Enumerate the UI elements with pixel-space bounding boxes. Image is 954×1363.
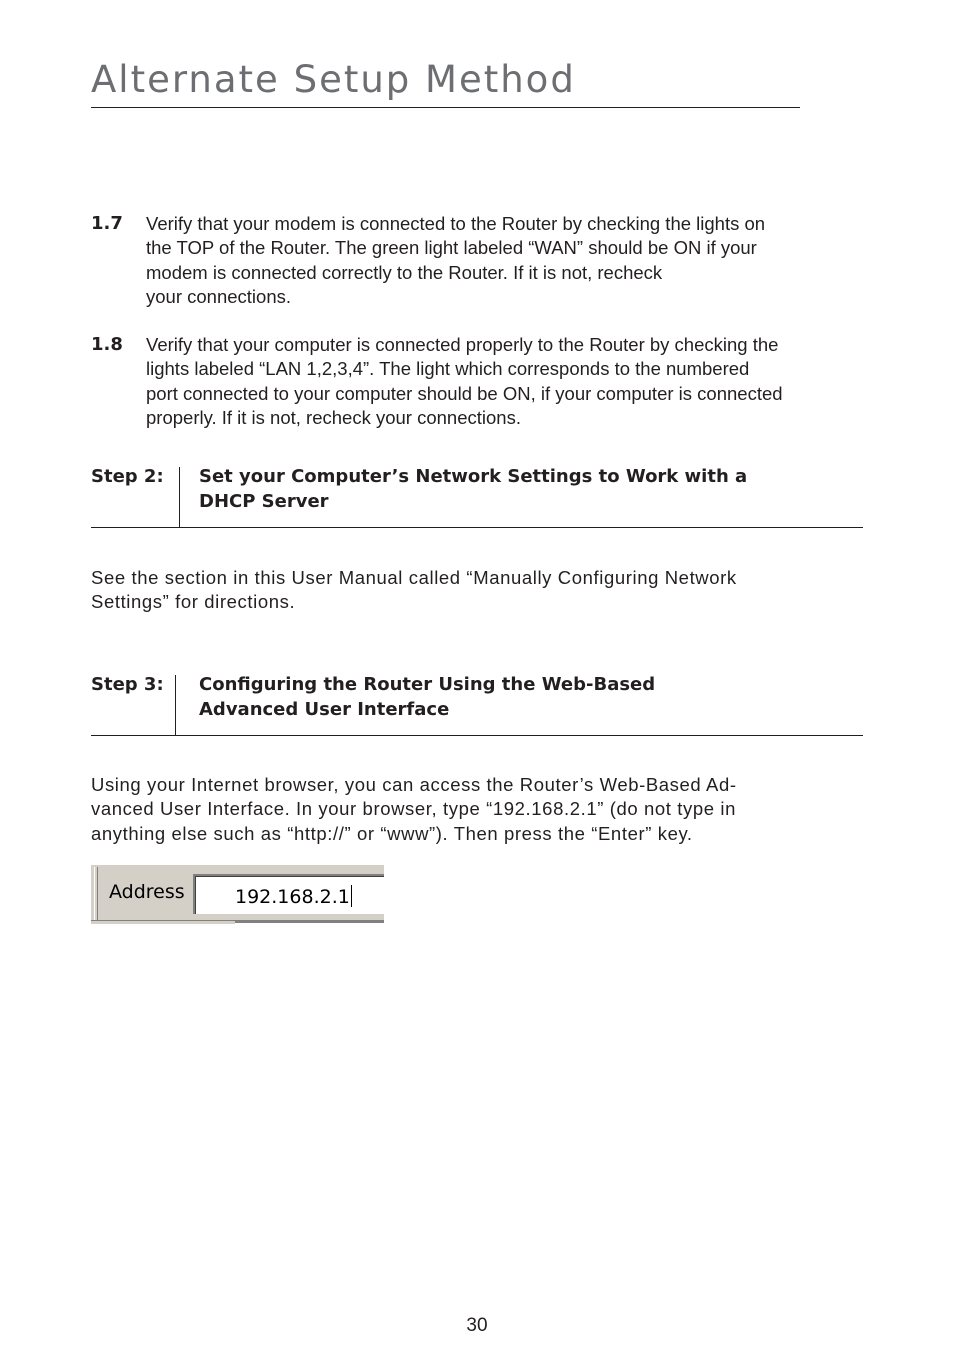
toolbar-grip bbox=[94, 867, 98, 924]
text-caret bbox=[351, 885, 352, 907]
numbered-item-1-7 bbox=[91, 212, 866, 309]
item-text: Verify that your computer is connected properly to the Router by checking the lights labeled “LAN 1,2,3,4”. The light which corresponds to the numbered port connected to your computer should be ON, if your computer is connected properly. If it is not, recheck your connections. bbox=[146, 334, 783, 428]
step-label: Step 3: bbox=[91, 674, 164, 695]
item-text: Verify that your modem is connected to the Router by checking the lights on the TOP of the Router. The green light labeled “WAN” should be ON if your modem is connected correctly to the Router. If it is not, recheck your connections. bbox=[146, 213, 766, 307]
title-rule bbox=[91, 107, 800, 108]
numbered-item-1-8 bbox=[91, 333, 866, 430]
step-title: Configuring the Router Using the Web-Based Advanced User Interface bbox=[199, 674, 656, 720]
item-number: 1.8 bbox=[91, 334, 123, 355]
step-title: Set your Computer’s Network Settings to Work with a DHCP Server bbox=[199, 466, 748, 512]
item-number: 1.7 bbox=[91, 213, 123, 234]
body-paragraph: Using your Internet browser, you can access the Router’s Web-Based Ad- vanced User Interface. In your browser, type “192.168.2.1” (do not type in anything else such as “http://” or “www”). Then press the “Enter” key. bbox=[91, 774, 737, 844]
address-input[interactable] bbox=[193, 874, 384, 914]
address-label: Address bbox=[109, 881, 185, 903]
page-title: Alternate Setup Method bbox=[91, 58, 576, 101]
step-3-heading bbox=[91, 672, 863, 736]
address-bar-screenshot bbox=[91, 865, 384, 924]
step-divider bbox=[175, 675, 176, 735]
step-divider bbox=[179, 467, 180, 527]
page-number: 30 bbox=[466, 1315, 488, 1336]
step-2-heading bbox=[91, 464, 863, 528]
address-value: 192.168.2.1 bbox=[235, 886, 350, 908]
step-label: Step 2: bbox=[91, 466, 164, 487]
toolbar-bottom-field bbox=[235, 921, 384, 924]
body-paragraph: See the section in this User Manual called “Manually Configuring Network Settings” for directions. bbox=[91, 567, 737, 613]
